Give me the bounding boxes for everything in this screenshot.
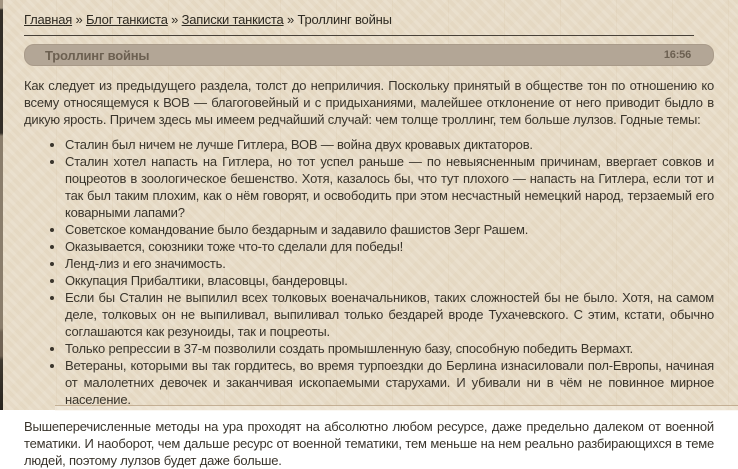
topic-item: • Только репрессии в 37-м позволили создать промышленную базу, способную победить Вермахт. — [65, 340, 714, 357]
breadcrumb-divider — [24, 35, 694, 36]
breadcrumb-separator: » — [167, 12, 182, 27]
post-header-bar[interactable] — [24, 44, 714, 66]
breadcrumb-separator: » — [283, 12, 298, 27]
breadcrumb-link[interactable]: Главная — [24, 12, 73, 27]
topic-item: • Оказывается, союзники тоже что-то сделали для победы! — [65, 238, 714, 255]
topic-item: • Если бы Сталин не выпилил всех толковых военачальников, таких сложностей бы не было. Хотя, на самом деле, толковых он не выпиливал, выпиливал только бездарей вроде Тухачевского. С этим, кстати, обычно соглашаются как резуноиды, так и поцреоты. — [65, 289, 714, 340]
topic-item: • Ветераны, которыми вы так гордитесь, во время турпоездки до Берлина изнасиловали пол-Европы, начиная от малолетних девочек и заканчивая ископаемыми старухами. И убивали ни в чём не повинное мирное население. — [65, 357, 714, 408]
topic-item: • Сталин хотел напасть на Гитлера, но тот успел раньше — по невыясненным причинам, ввергает совков и поцреотов в зоологическое бешенство. Хотя, казалось бы, что тут плохого — напасть на Гитлера, если тот и так был таким плохим, как о нём говорят, и освободить при этом несчастный немецкий народ, терзаемый его коварными лапами? — [65, 153, 714, 221]
breadcrumb-link[interactable]: Записки танкиста — [181, 12, 284, 27]
post-time: 16:56 — [663, 49, 691, 61]
breadcrumb-current: Троллинг войны — [297, 12, 392, 27]
breadcrumb — [24, 0, 714, 27]
window-left-edge — [0, 0, 3, 410]
topic-item: • Ленд-лиз и его значимость. — [65, 255, 714, 272]
breadcrumb-separator: » — [72, 12, 86, 27]
intro-paragraph: Как следует из предыдущего раздела, толст до неприличия. Поскольку принятый в обществе тон по отношению ко всему относящемуся к ВОВ — благоговейный и с придыханиями, малейшее отклонение от него приводит быдло в дикую ярость. Причем здесь мы имеем редчайший случай: чем толще троллинг, тем больше лулзов. Годные темы: — [24, 78, 714, 127]
topic-item: • Оккупация Прибалтики, власовцы, бандеровцы. — [65, 272, 714, 289]
post-title: Троллинг войны — [45, 47, 150, 63]
topics-list — [24, 136, 714, 408]
breadcrumb-link[interactable]: Блог танкиста — [85, 12, 168, 27]
outro-paragraph: Вышеперечисленные методы на ура проходят на абсолютно любом ресурсе, даже предельно далеком от военной тематики. И наоборот, чем дальше ресурс от военной тематики, тем меньше на нем реально разбирающихся в теме людей, поэтому лулзов будет даже больше. — [24, 419, 714, 468]
article-content — [24, 0, 714, 469]
next-section-edge — [55, 405, 738, 411]
topic-item: • Сталин был ничем не лучше Гитлера, ВОВ — война двух кровавых диктаторов. — [65, 136, 714, 153]
topic-item: • Советское командование было бездарным и задавило фашистов Зерг Рашем. — [65, 221, 714, 238]
